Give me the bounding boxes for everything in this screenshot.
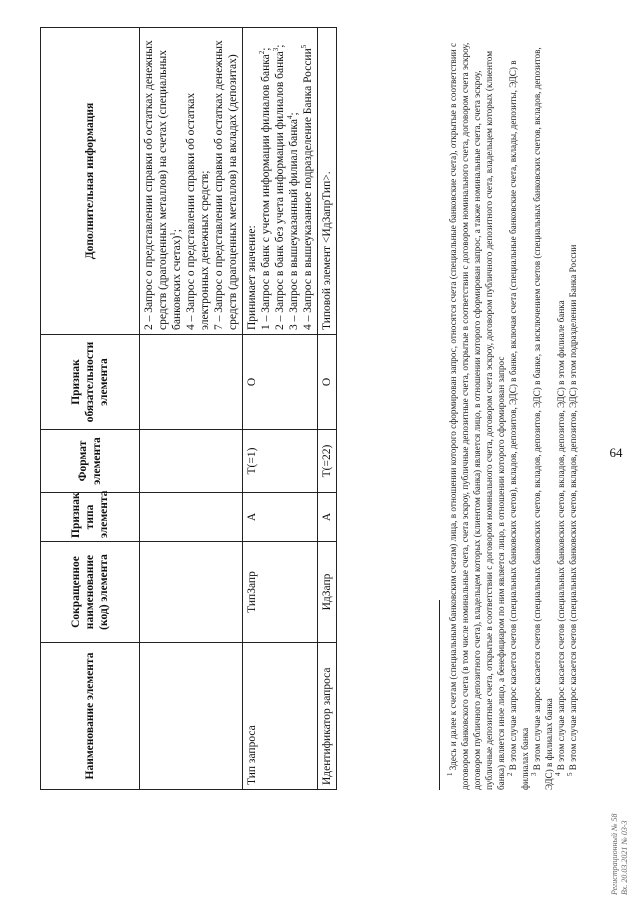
header-element-format: Формат элемента (41, 430, 140, 493)
cell-code: ИдЗапр (318, 542, 337, 643)
info-text: 2 – Запрос о представлении справки об остатках денежных средств (драгоценных металлов) на счетах (специальных банковских счетах) (143, 40, 184, 330)
footnote-marker: 3 (529, 772, 538, 776)
header-element-type: Признак типа элемента (41, 493, 140, 542)
cell-format: Т(=22) (318, 430, 337, 493)
cell-format: Т(=1) (243, 430, 318, 493)
footnote-marker: 4 (553, 772, 562, 776)
footnote-divider (439, 600, 440, 790)
footnotes (439, 28, 579, 790)
footnote-text: В этом случае запрос касается счетов (специальных банковских счетов, вкладов, депозитов, ЭДС) в этом подразделении Банка России (567, 244, 578, 771)
footnote (565, 28, 580, 790)
footnote-ref: 4 (286, 115, 295, 120)
header-element-code: Сокращенное наименование (код) элемента (41, 542, 140, 643)
info-text: 4 – Запрос о представлении справки об остатках электронных денежных средств; (185, 92, 212, 330)
info-text: 1 – Запрос в банк с учетом информации филиалов банка (260, 54, 273, 330)
footnote-ref: 5 (300, 44, 309, 49)
footnote (553, 28, 568, 790)
cell-code (140, 542, 243, 643)
table-row (318, 28, 337, 790)
cell-required: О (243, 335, 318, 430)
footnote-text: В этом случае запрос касается счетов (специальных банковских счетов, вкладов, депозитов, ЭДС) в этом филиале банка (555, 300, 566, 771)
info-tail: ; (260, 47, 273, 51)
info-text: 3 – Запрос в вышеуказанный филиал банка (288, 119, 301, 330)
footnote (529, 28, 556, 790)
registration-stamp (610, 814, 629, 896)
header-element-name: Наименование элемента (41, 643, 140, 790)
table-row (140, 28, 243, 790)
info-line (259, 32, 273, 330)
cell-info (140, 28, 243, 335)
cell-required: О (318, 335, 337, 430)
header-element-required: Признак обязательности элемента (41, 335, 140, 430)
footnote-ref: 1 (169, 232, 178, 236)
footnote-marker: 5 (565, 772, 574, 776)
footnote-text: Здесь и далее к счетам (специальным банковским счетам) лица, в отношении которого сформирован запрос, относятся счета (специальные банковские счета), открытые в соответствии с договором банковского счета (в том числе номинальные счета, счета эскроу, публичные депозитные счета, открытые в соответствии с договором номинального счета, договором счета эскроу, договором публичного депозитного счета), владельцем которых (клиентом банка) является лицо, в отношении которого сформирован запрос, а также номинальные счета, счета эскроу, публичные депозитные счета, открытые в соответствии с договором номинального счета, договором счета эскроу, договором публичного депозитного счета, владельцем которых (клиентом банка) является иное лицо, а бенефициаром по ним является лицо, в отношении которого сформирован запрос (448, 42, 506, 790)
cell-code: ТипЗапр (243, 542, 318, 643)
footnote-text: В этом случае запрос касается счетов (специальных банковских счетов), вкладов, депозитов, ЭДС) в банке, включая счета (специальные банковские счета, вклады, депозиты, ЭДС) в филиалах банка (507, 60, 530, 790)
footnote (445, 28, 508, 790)
info-tail: ; (274, 44, 287, 48)
info-text: Принимает значение: (246, 225, 259, 330)
info-line (142, 32, 184, 330)
footnote-text: В этом случае запрос касается счетов (специальных банковских счетов, вкладов, депозитов, ЭДС) в банке, за исключением счетов (специальных банковских счетов, вкладов, депозитов, ЭДС) в филиалах банка (531, 47, 554, 790)
info-tail: ; (288, 112, 301, 116)
cell-type: А (243, 493, 318, 542)
cell-name: Идентификатор запроса (318, 643, 337, 790)
footnote-marker: 2 (505, 772, 514, 776)
header-additional-info: Дополнительная информация (41, 28, 140, 335)
cell-info (243, 28, 318, 335)
info-line (245, 32, 259, 330)
footnote (505, 28, 532, 790)
cell-type: А (318, 493, 337, 542)
cell-type (140, 493, 243, 542)
info-line (212, 32, 240, 330)
cell-name: Тип запроса (243, 643, 318, 790)
table-row (243, 28, 318, 790)
element-spec-table (40, 27, 337, 790)
info-line (273, 32, 287, 330)
footnote-ref: 2 (258, 50, 267, 55)
info-tail: ; (171, 228, 184, 233)
table-header-row (41, 28, 140, 790)
cell-info: Типовой элемент <ИдЗапрТип>. (318, 28, 337, 335)
cell-required (140, 335, 243, 430)
info-line (184, 32, 212, 330)
info-line (287, 32, 301, 330)
footnote-marker: 1 (445, 772, 454, 776)
info-line (301, 32, 315, 330)
footnote-ref: 3 (272, 47, 281, 52)
cell-format (140, 430, 243, 493)
info-text: 7 – Запрос о представлении справки об остатках денежных средств (драгоценных металлов) на вкладах (депозитах) (213, 40, 240, 330)
stamp-line: Регистрационный № 58 (610, 813, 619, 895)
stamp-line: Вх. 20.03.2021 № 03-3 (619, 820, 629, 895)
cell-name (140, 643, 243, 790)
page-number: 64 (609, 445, 623, 460)
info-text: 2 – Запрос в банк без учета информации филиалов банка (274, 51, 287, 330)
info-text: 4 – Запрос в вышеуказанное подразделение Банка России (302, 48, 315, 330)
